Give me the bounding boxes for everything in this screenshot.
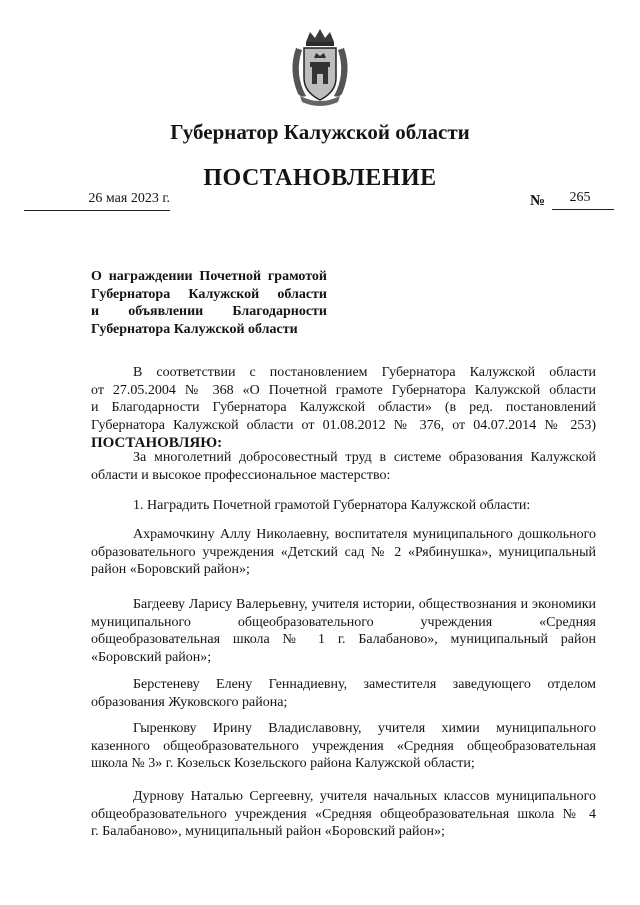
point-1-text: 1. Наградить Почетной грамотой Губернатора Калужской области: — [133, 498, 531, 513]
reason-paragraph — [91, 449, 596, 484]
subject-line: Губернатора Калужской области — [91, 321, 298, 337]
awardee-line: образования Жуковского района; — [91, 694, 288, 710]
reason-line: За многолетний добросовестный труд в системе образования Калужской — [133, 450, 596, 465]
awardee-line: казенного общеобразовательного учреждения «Средняя общеобразовательная — [91, 738, 596, 754]
issuer-title: Губернатор Калужской области — [170, 120, 470, 144]
subject-line: Губернатора Калужской области — [91, 286, 327, 302]
coat-of-arms-icon — [286, 26, 354, 106]
awardee-item — [91, 596, 596, 666]
awardee-item — [91, 676, 596, 711]
point-1 — [91, 497, 596, 515]
preamble-line: от 27.05.2004 № 368 «О Почетной грамоте Губернатора Калужской области — [91, 382, 596, 398]
awardee-line: «Боровский район»; — [91, 649, 212, 665]
awardee-line: Багдееву Ларису Валерьевну, учителя истории, обществознания и экономики — [133, 597, 596, 612]
subject-line: и объявлении Благодарности — [91, 304, 327, 319]
document-subject — [91, 268, 327, 338]
awardee-line: Дурнову Наталью Сергеевну, учителя начальных классов муниципального — [133, 789, 596, 804]
document-number: 265 — [569, 190, 591, 205]
awardee-line: район «Боровский район»; — [91, 562, 250, 577]
preamble-line: В соответствии с постановлением Губернатора Калужской области — [133, 365, 596, 380]
awardee-line: школа № 3» г. Козельск Козельского района Калужской области; — [91, 756, 475, 771]
resolve-word: ПОСТАНОВЛЯЮ: — [91, 435, 223, 451]
awardee-item — [91, 720, 596, 773]
awardee-line: Берстеневу Елену Геннадиевну, заместителя заведующего отделом — [133, 677, 596, 692]
awardee-line: Ахрамочкину Аллу Николаевну, воспитателя муниципального дошкольного — [133, 527, 596, 542]
awardee-line: Гыренкову Ирину Владиславовну, учителя химии муниципального — [133, 721, 596, 736]
preamble-line: Губернатора Калужской области от 01.08.2012 № 376, от 04.07.2014 № 253) — [91, 417, 596, 433]
document-date: 26 мая 2023 г. — [88, 191, 170, 206]
awardee-line: муниципального общеобразовательного учреждения «Средняя — [91, 614, 596, 630]
date-underline — [24, 210, 170, 211]
preamble — [91, 364, 596, 434]
awardee-line: общеобразовательная школа № 1 г. Балабаново», муниципальный район — [91, 632, 596, 647]
number-underline — [552, 209, 614, 210]
reason-line: области и высокое профессиональное мастерство: — [91, 467, 391, 483]
awardee-item — [91, 526, 596, 579]
document-type: ПОСТАНОВЛЕНИЕ — [203, 165, 437, 191]
awardee-line: образовательного учреждения «Детский сад № 2 «Рябинушка», муниципальный — [91, 544, 596, 560]
subject-line: О награждении Почетной грамотой — [91, 269, 327, 284]
awardee-line: общеобразовательного учреждения «Средняя общеобразовательная школа № 4 — [91, 806, 596, 822]
number-label: № — [530, 193, 546, 209]
awardee-item — [91, 788, 596, 841]
awardee-line: г. Балабаново», муниципальный район «Боровский район»; — [91, 824, 445, 839]
preamble-line: и Благодарности Губернатора Калужской области» (в ред. постановлений — [91, 400, 596, 415]
